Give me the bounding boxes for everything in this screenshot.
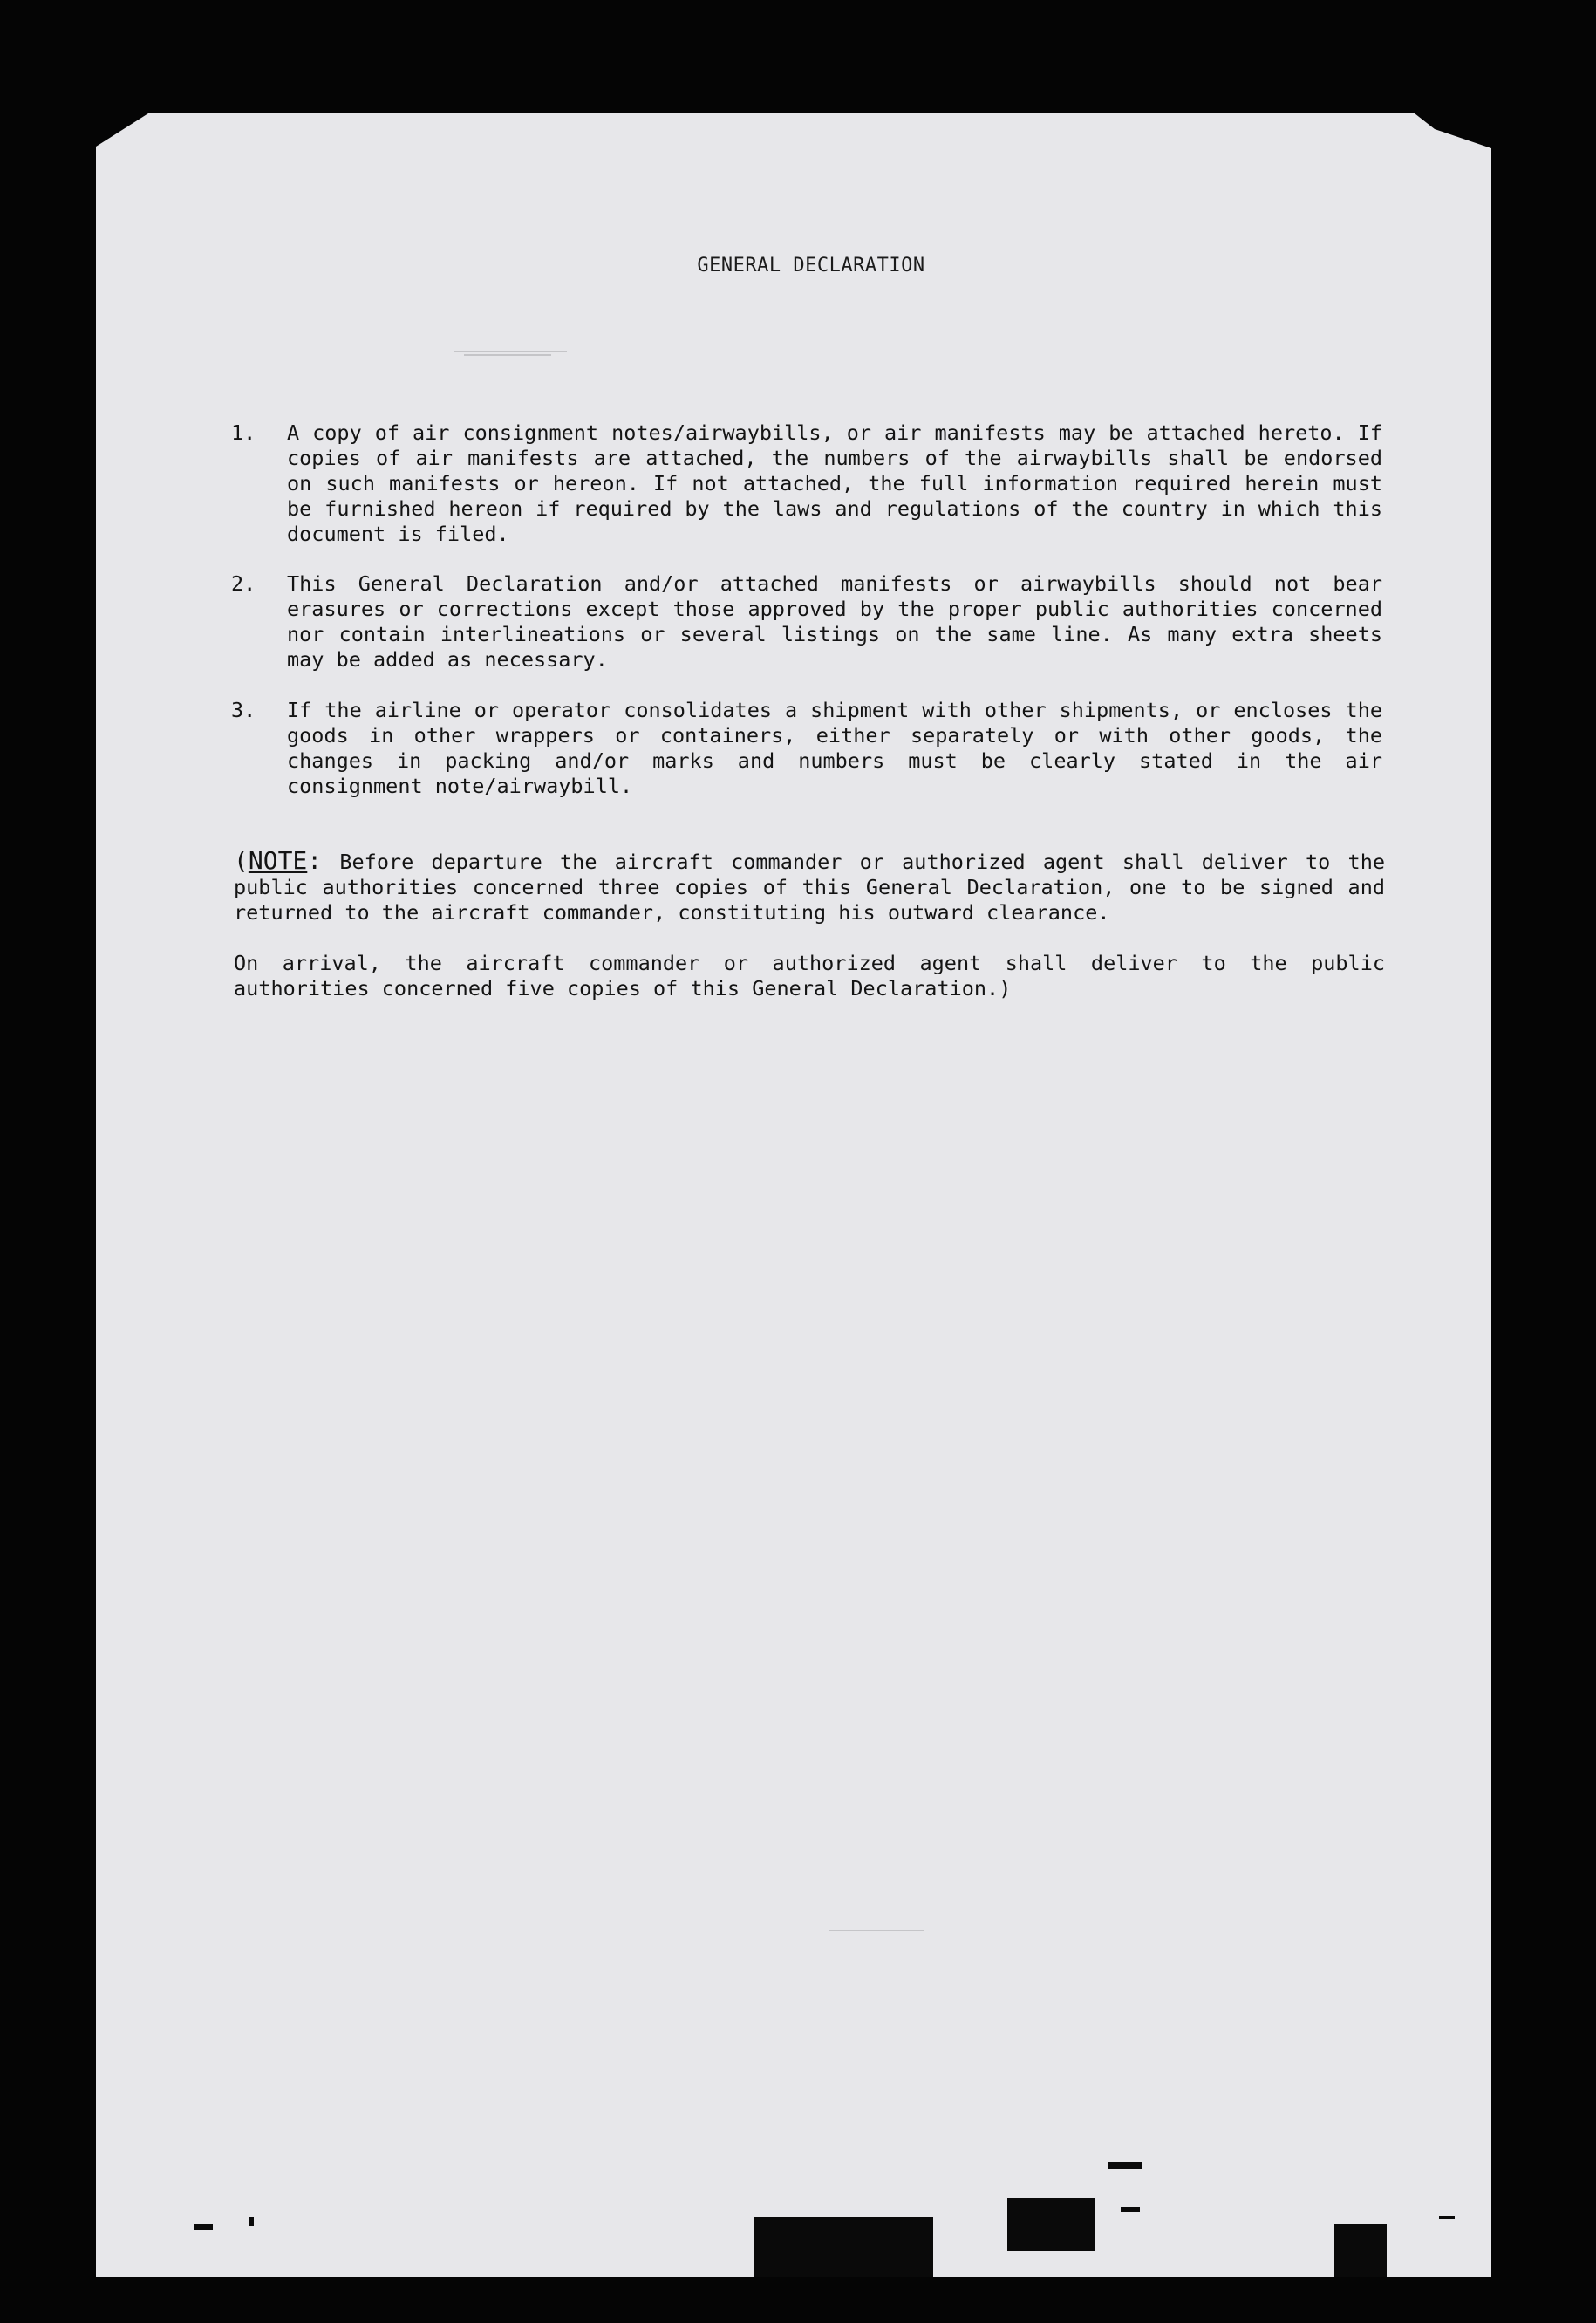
list-item xyxy=(231,571,1382,673)
scan-blot xyxy=(1439,2216,1455,2219)
bleed-through-mark xyxy=(464,354,551,356)
list-item xyxy=(231,698,1382,799)
list-item xyxy=(231,420,1382,547)
scan-blot xyxy=(1007,2198,1095,2251)
list-item-number: 3. xyxy=(231,698,256,722)
scan-blot xyxy=(194,2224,213,2230)
list-item-text: This General Declaration and/or attached manifests or airwaybills should not bear erasures or corrections except those approved by the proper public authorities concerned nor contain interlineations or several listings on the same line. As many extra sheets may be added as necessary. xyxy=(287,571,1382,672)
list-item-number: 2. xyxy=(231,571,256,596)
note-text: Before departure the aircraft commander or authorized agent shall deliver to the public authorities concerned three copies of this General Declaration, one to be signed and returned to the aircraft commander, constituting his outward clearance. xyxy=(234,850,1385,925)
bleed-through-mark xyxy=(454,351,567,352)
page-title: GENERAL DECLARATION xyxy=(697,255,925,277)
list-item-text: If the airline or operator consolidates a shipment with other shipments, or encloses the goods in other wrappers or containers, either separately or with other goods, the changes in packing and/or marks and numbers must be clearly stated in the air consignment note/airwaybill. xyxy=(287,698,1382,798)
list-item-text: A copy of air consignment notes/airwaybills, or air manifests may be attached hereto. If copies of air manifests are attached, the numbers of the airwaybills shall be endorsed on such manifests or hereon. If not attached, the full information required herein must be furnished hereon if required by the laws and regulations of the country in which this document is filed. xyxy=(287,420,1382,546)
scan-blot xyxy=(1108,2162,1142,2169)
arrival-paragraph: On arrival, the aircraft commander or authorized agent shall deliver to the public authorities concerned five copies of this General Declaration.) xyxy=(234,951,1385,1001)
list-item-number: 1. xyxy=(231,420,256,445)
note-label: (NOTE: xyxy=(234,846,323,875)
scan-blot xyxy=(249,2217,254,2226)
scan-blot xyxy=(1121,2207,1140,2212)
note-paragraph xyxy=(234,848,1385,926)
scan-blot xyxy=(754,2217,933,2279)
bleed-through-mark xyxy=(829,1930,924,1931)
scan-blot xyxy=(1334,2224,1387,2277)
